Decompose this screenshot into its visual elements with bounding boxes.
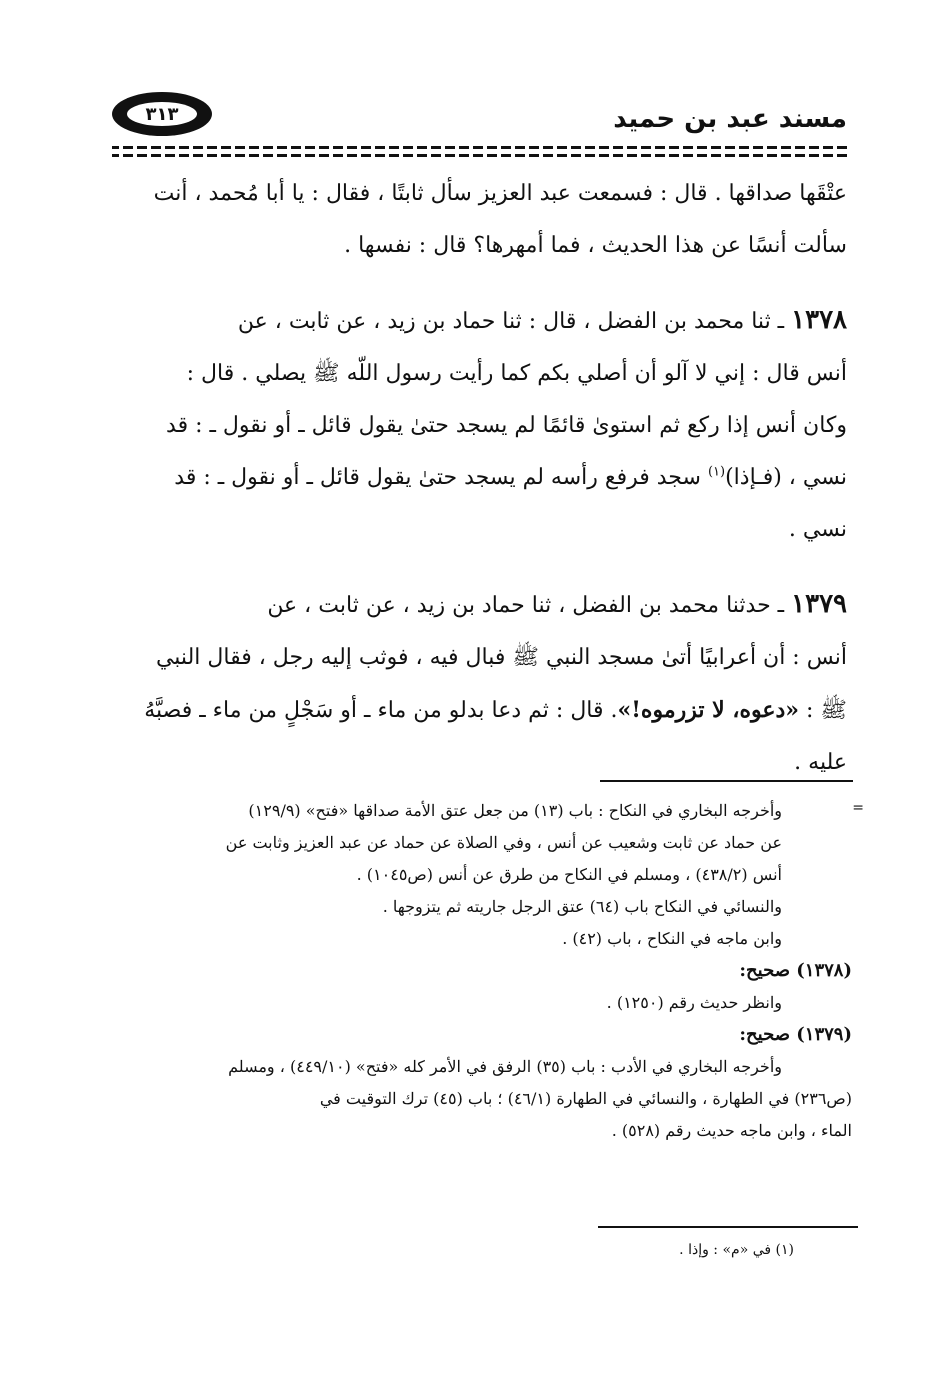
text-line: أنس : أن أعرابيًا أتىٰ مسجد النبي ﷺ فبال فيه ، فوثب إليه رجل ، فقال النبي	[155, 645, 847, 670]
text-line: نسي .	[788, 517, 847, 542]
page-header	[112, 92, 847, 144]
text-line: عليه .	[794, 750, 847, 775]
main-text	[112, 168, 847, 789]
note-line: وابن ماجه في النكاح ، باب (٤٢) .	[562, 929, 782, 948]
page-number-badge	[112, 92, 212, 136]
note-line: الماء ، وابن ماجه حديث رقم (٥٢٨) .	[611, 1121, 852, 1140]
text-line: أنس قال : إني لا آلو أن أصلي بكم كما رأيت رسول اللّه ﷺ يصلي . قال :	[186, 361, 847, 386]
hadith-1379-line: ١٣٧٩ ـ حدثنا محمد بن الفضل ، ثنا حماد بن زيد ، عن ثابت ، عن	[267, 589, 847, 619]
text-line: نسي ، (فـإذا)$^{(١)}$ سجد فرفع رأسه لم يسجد حتىٰ يقول قائل ـ أو نقول ـ : قد	[174, 464, 847, 490]
text-line: سألت أنسًا عن هذا الحديث ، فما أمهرها؟ قال : نفسها .	[344, 233, 847, 258]
hadith-1378-line: ١٣٧٨ ـ ثنا محمد بن الفضل ، قال : ثنا حماد بن زيد ، عن ثابت ، عن	[237, 305, 847, 335]
hadith-number-1379: ١٣٧٩	[791, 589, 847, 619]
footnote: (١) في «م» : وإذا .	[679, 1242, 794, 1258]
footnote-divider	[598, 1226, 858, 1228]
note-heading-1379: (١٣٧٩) صحيح:	[739, 1024, 852, 1045]
text-line: ﷺ : «دعوه، لا تزرموه!». قال : ثم دعا بدلو من ماء ـ أو سَجْلٍ من ماء ـ فصبَّهُ	[144, 697, 847, 723]
page-number: ٣١٣	[127, 102, 197, 126]
notes-divider	[600, 780, 853, 782]
note-line: وانظر حديث رقم (١٢٥٠) .	[606, 993, 782, 1012]
header-divider	[112, 146, 847, 160]
note-line: والنسائي في النكاح باب (٦٤) عتق الرجل جاريته ثم يتزوجها .	[382, 897, 782, 916]
text-line: وكان أنس إذا ركع ثم استوىٰ قائمًا لم يسجد حتىٰ يقول قائل ـ أو نقول ـ : قد	[166, 413, 847, 438]
note-line: أنس (٤٣٨/٢) ، ومسلم في النكاح من طرق عن أنس (ص١٠٤٥) .	[356, 865, 782, 884]
continuation-mark: =	[852, 800, 864, 816]
footnote-ref: (١)	[707, 464, 726, 480]
note-line: وأخرجه البخاري في النكاح : باب (١٣) من جعل عتق الأمة صداقها «فتح» (١٢٩/٩)	[248, 801, 782, 820]
hadith-number-1378: ١٣٧٨	[791, 305, 847, 335]
note-line: وأخرجه البخاري في الأدب : باب (٣٥) الرفق في الأمر كله «فتح» (٤٤٩/١٠) ، ومسلم	[228, 1057, 782, 1076]
note-line: (ص٢٣٦) في الطهارة ، والنسائي في الطهارة (٤٦/١) ؛ باب (٤٥) ترك التوقيت في	[319, 1089, 852, 1108]
text-line: عتْقَها صداقها . قال : فسمعت عبد العزيز سأل ثابتًا ، فقال : يا أبا مُحمد ، أنت	[153, 181, 847, 206]
book-title: مسند عبد بن حميد	[613, 104, 847, 134]
prophet-quote: «دعوه، لا تزرموه!»	[617, 697, 800, 723]
note-heading-1378: (١٣٧٨) صحيح:	[739, 960, 852, 981]
commentary-notes	[112, 795, 852, 1147]
note-line: عن حماد عن ثابت وشعيب عن أنس ، وفي الصلاة عن حماد عن عبد العزيز وثابت عن	[225, 833, 782, 852]
